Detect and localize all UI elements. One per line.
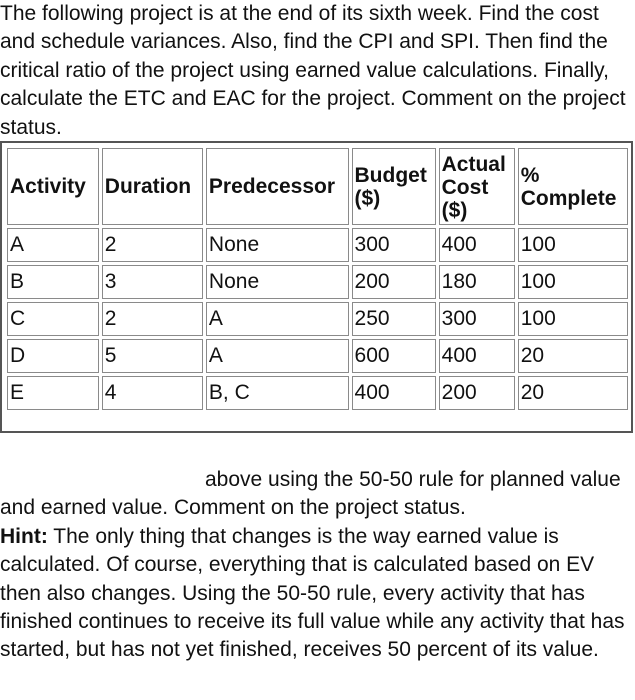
cell-percent-complete: 20 <box>518 376 628 410</box>
table-row <box>7 228 628 262</box>
table-row <box>7 265 628 299</box>
cell-actual-cost: 400 <box>439 228 515 262</box>
cell-predecessor: B, C <box>206 376 349 410</box>
cell-activity: B <box>7 265 99 299</box>
cell-budget: 250 <box>352 302 436 336</box>
cell-budget: 400 <box>352 376 436 410</box>
cell-budget: 200 <box>352 265 436 299</box>
cell-actual-cost: 400 <box>439 339 515 373</box>
header-activity: Activity <box>7 148 99 225</box>
intro-paragraph: The following project is at the end of its sixth week. Find the cost and schedule variances. Also, find the CPI and SPI. Then find the critical ratio of the project using earned value calculations. Finally, calculate the ETC and EAC for the project. Comment on the project status. <box>0 2 626 139</box>
cell-actual-cost: 180 <box>439 265 515 299</box>
cell-duration: 5 <box>102 339 203 373</box>
cell-activity: D <box>7 339 99 373</box>
cell-percent-complete: 100 <box>518 302 628 336</box>
cell-activity: A <box>7 228 99 262</box>
table-row <box>7 339 628 373</box>
cell-percent-complete: 20 <box>518 339 628 373</box>
table-header-row <box>7 148 628 225</box>
header-budget: Budget ($) <box>352 148 436 225</box>
cell-duration: 3 <box>102 265 203 299</box>
cell-budget: 600 <box>352 339 436 373</box>
activity-table <box>4 145 631 413</box>
outro-line-start: above using the 50-50 rule for planned value and earned value. Comment on the project status. <box>0 468 621 520</box>
cell-actual-cost: 200 <box>439 376 515 410</box>
cell-duration: 2 <box>102 228 203 262</box>
header-actual-cost: Actual Cost ($) <box>439 148 515 225</box>
header-duration: Duration <box>102 148 203 225</box>
table-row <box>7 376 628 410</box>
hint-label: Hint: <box>0 524 48 548</box>
outro-paragraph <box>0 466 632 665</box>
cell-activity: C <box>7 302 99 336</box>
hint-text: The only thing that changes is the way earned value is calculated. Of course, everything that is calculated based on EV then also changes. Using the 50-50 rule, every activity that has finished continues to receive its full value while any activity that has started, but has not yet finished, receives 50 percent of its value. <box>0 524 625 662</box>
cell-actual-cost: 300 <box>439 302 515 336</box>
cell-percent-complete: 100 <box>518 228 628 262</box>
cell-predecessor: None <box>206 228 349 262</box>
cell-activity: E <box>7 376 99 410</box>
cell-duration: 2 <box>102 302 203 336</box>
activity-table-frame <box>0 141 633 433</box>
cell-predecessor: A <box>206 339 349 373</box>
header-predecessor: Predecessor <box>206 148 349 225</box>
cell-predecessor: None <box>206 265 349 299</box>
cell-budget: 300 <box>352 228 436 262</box>
cell-duration: 4 <box>102 376 203 410</box>
cell-predecessor: A <box>206 302 349 336</box>
header-percent-complete: % Complete <box>518 148 628 225</box>
table-row <box>7 302 628 336</box>
cell-percent-complete: 100 <box>518 265 628 299</box>
